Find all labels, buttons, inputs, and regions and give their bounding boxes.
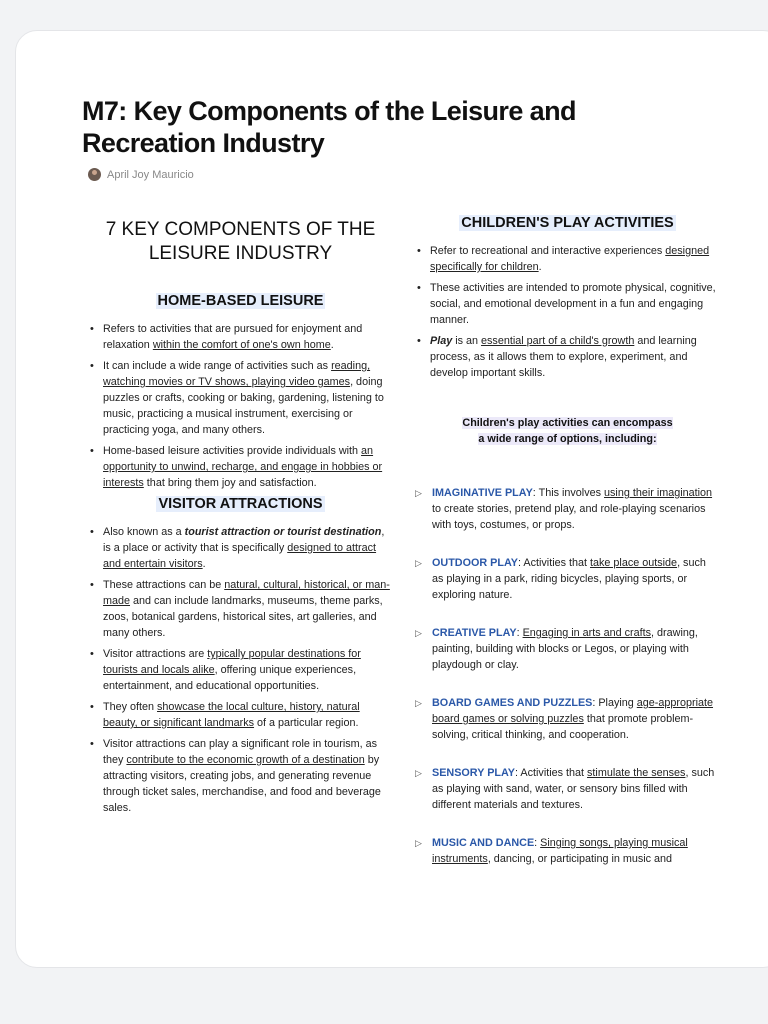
triangle-right-icon: ▷ (415, 558, 422, 568)
list-item: ▷ CREATIVE PLAY: Engaging in arts and crafts, drawing, painting, building with blocks or Legos, or playing with playdough or clay. (415, 627, 698, 671)
visitor-attractions-list (88, 524, 393, 816)
author-byline[interactable] (88, 168, 194, 181)
list-item: • Also known as a tourist attraction or tourist destination, is a place or activity that is specifically designed to attract and entertain visitors. (88, 524, 393, 572)
list-item: • It can include a wide range of activities such as reading, watching movies or TV shows, playing video games, doing puzzles or crafts, cooking or baking, gardening, listening to music, practicing a musical instrument, exercising or practicing yoga, and many others. (88, 358, 393, 438)
page-title: M7: Key Components of the Leisure and Recreation Industry (82, 96, 576, 158)
list-item: ▷ BOARD GAMES AND PUZZLES: Playing age-appropriate board games or solving puzzles that promote problem-solving, critical thinking, and cooperation. (415, 697, 714, 741)
triangle-right-icon: ▷ (415, 488, 422, 498)
list-item: • Refer to recreational and interactive experiences designed specifically for children. (415, 243, 720, 275)
right-column (415, 215, 720, 889)
triangle-right-icon: ▷ (415, 838, 422, 848)
childrens-play-list (415, 243, 720, 381)
highlight-note: Children's play activities can encompass a wide range of options, including: (462, 417, 673, 445)
list-item: ▷ OUTDOOR PLAY: Activities that take place outside, such as playing in a park, riding bicycles, playing sports, or exploring nature. (415, 557, 706, 601)
triangle-right-icon: ▷ (415, 628, 422, 638)
home-based-leisure-title: HOME-BASED LEISURE (157, 293, 324, 309)
section-heading: 7 KEY COMPONENTS OF THE LEISURE INDUSTRY (105, 219, 376, 264)
childrens-play-title: CHILDREN'S PLAY ACTIVITIES (461, 215, 674, 231)
list-item: ▷ SENSORY PLAY: Activities that stimulate the senses, such as playing with sand, water, or sensory bins filled with different materials and textures. (415, 767, 715, 811)
home-based-leisure-list (88, 321, 393, 491)
list-item: • Visitor attractions are typically popular destinations for tourists and locals alike, offering unique experiences, entertainment, and educational opportunities. (88, 646, 393, 694)
list-item: ▷ IMAGINATIVE PLAY: This involves using their imagination to create stories, pretend play, and role-playing scenarios with toys, costumes, or props. (415, 487, 713, 531)
list-item: • Visitor attractions can play a significant role in tourism, as they contribute to the economic growth of a destination by attracting visitors, creating jobs, and generating revenue through ticket sales, merchandise, and food and beverage sales. (88, 736, 393, 816)
list-item: • These activities are intended to promote physical, cognitive, social, and emotional development in a fun and engaging manner. (415, 280, 720, 328)
list-item: ▷ MUSIC AND DANCE: Singing songs, playing musical instruments, dancing, or participating in music and (415, 837, 688, 865)
list-item: • Home-based leisure activities provide individuals with an opportunity to unwind, recharge, and engage in hobbies or interests that bring them joy and satisfaction. (88, 443, 393, 491)
visitor-attractions-title: VISITOR ATTRACTIONS (158, 496, 323, 512)
list-item: • These attractions can be natural, cultural, historical, or man-made and can include landmarks, museums, theme parks, zoos, botanical gardens, historical sites, art galleries, and many others. (88, 577, 393, 641)
list-item: • Play is an essential part of a child's growth and learning process, as it allows them to explore, experiment, and develop important skills. (415, 333, 720, 381)
triangle-right-icon: ▷ (415, 698, 422, 708)
avatar[interactable] (88, 168, 101, 181)
list-item: • Refers to activities that are pursued for enjoyment and relaxation within the comfort of one's own home. (88, 321, 393, 353)
play-types-list (415, 485, 720, 867)
left-column (88, 215, 393, 821)
triangle-right-icon: ▷ (415, 768, 422, 778)
author-name[interactable]: April Joy Mauricio (107, 168, 194, 181)
list-item: • They often showcase the local culture, history, natural beauty, or significant landmarks of a particular region. (88, 699, 393, 731)
